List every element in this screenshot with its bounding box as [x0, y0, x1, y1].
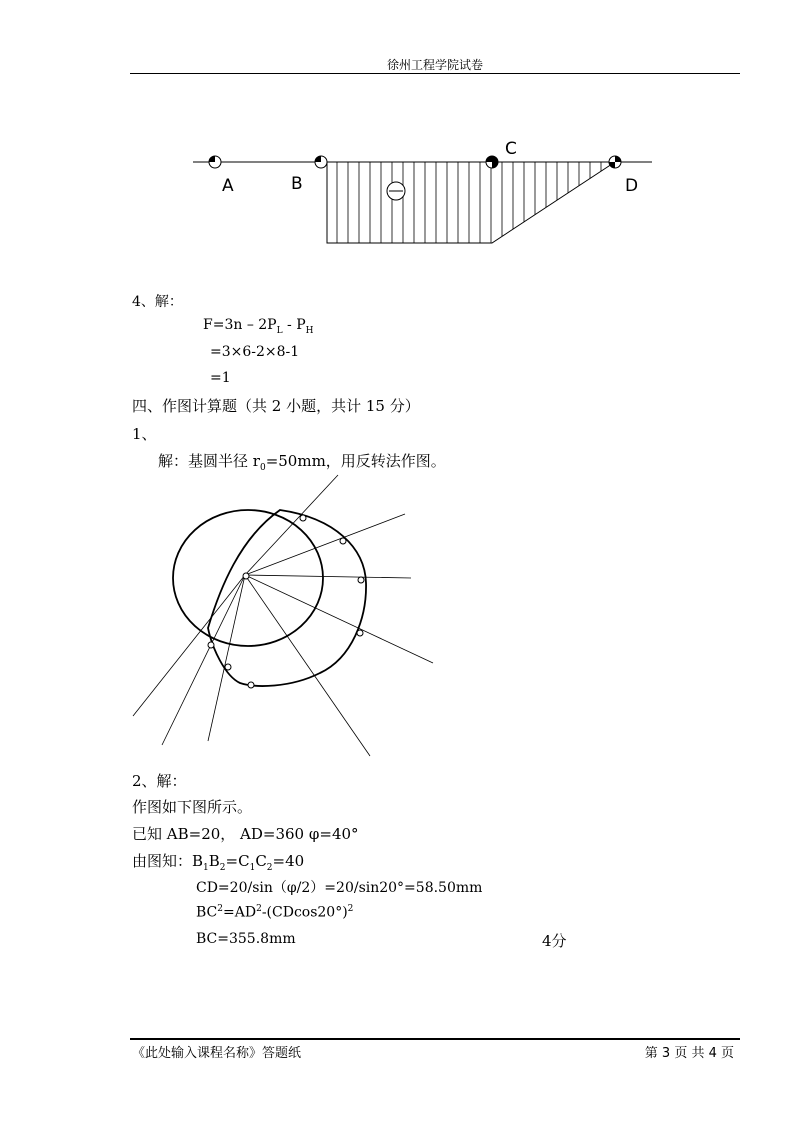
p1-text: 解：基圆半径 $r_0=50mm$，用反转法作图。 [158, 452, 446, 473]
q4-formula: $F=3n - 2P_L - P_H$ [203, 317, 314, 336]
hatching-lines [337, 162, 612, 243]
p2-cd: CD=20/sin（φ/2）=20/sin20°=58.50mm [196, 880, 483, 896]
p2-known: 由图知：$B_1B_2=C_1C_2=40$ [132, 852, 305, 873]
q4-heading: 4、解： [132, 294, 183, 310]
footer-page-number: 第 3 页 共 4 页 [644, 1046, 734, 1061]
joint-b [315, 156, 327, 168]
p2-score: 4分 [542, 932, 567, 950]
page-header-title: 徐州工程学院试卷 [386, 58, 483, 72]
figure-cam-construction [130, 468, 440, 763]
joint-c [486, 156, 498, 168]
label-c: C [505, 139, 517, 159]
p2-bc: BC=355.8mm [196, 931, 296, 947]
p2-given: 已知 AB=20， AD=360 φ=40° [132, 825, 359, 843]
cam-profile [208, 510, 366, 686]
joint-d [609, 156, 621, 168]
p2-bc2: $BC^2=AD^2-(CDcos20^\circ)^2$ [196, 904, 354, 921]
q4-line2: =3×6-2×8-1 [210, 344, 300, 360]
profile-points [208, 515, 364, 688]
footer-rule [130, 1038, 740, 1040]
header-rule [130, 73, 740, 74]
p1-number: 1、 [132, 425, 157, 443]
label-a: A [222, 176, 234, 196]
q4-line3: =1 [210, 370, 231, 386]
footer-course-name: 《此处输入课程名称》答题纸 [132, 1046, 302, 1061]
section-heading: 四、作图计算题（共 2 小题，共计 15 分） [132, 397, 420, 415]
joint-a [209, 156, 221, 168]
p2-number: 2、解： [132, 772, 187, 790]
label-d: D [625, 176, 639, 196]
label-b: B [291, 174, 303, 194]
figure-hatched-diagram [190, 130, 660, 250]
p2-line1: 作图如下图所示。 [132, 798, 253, 816]
